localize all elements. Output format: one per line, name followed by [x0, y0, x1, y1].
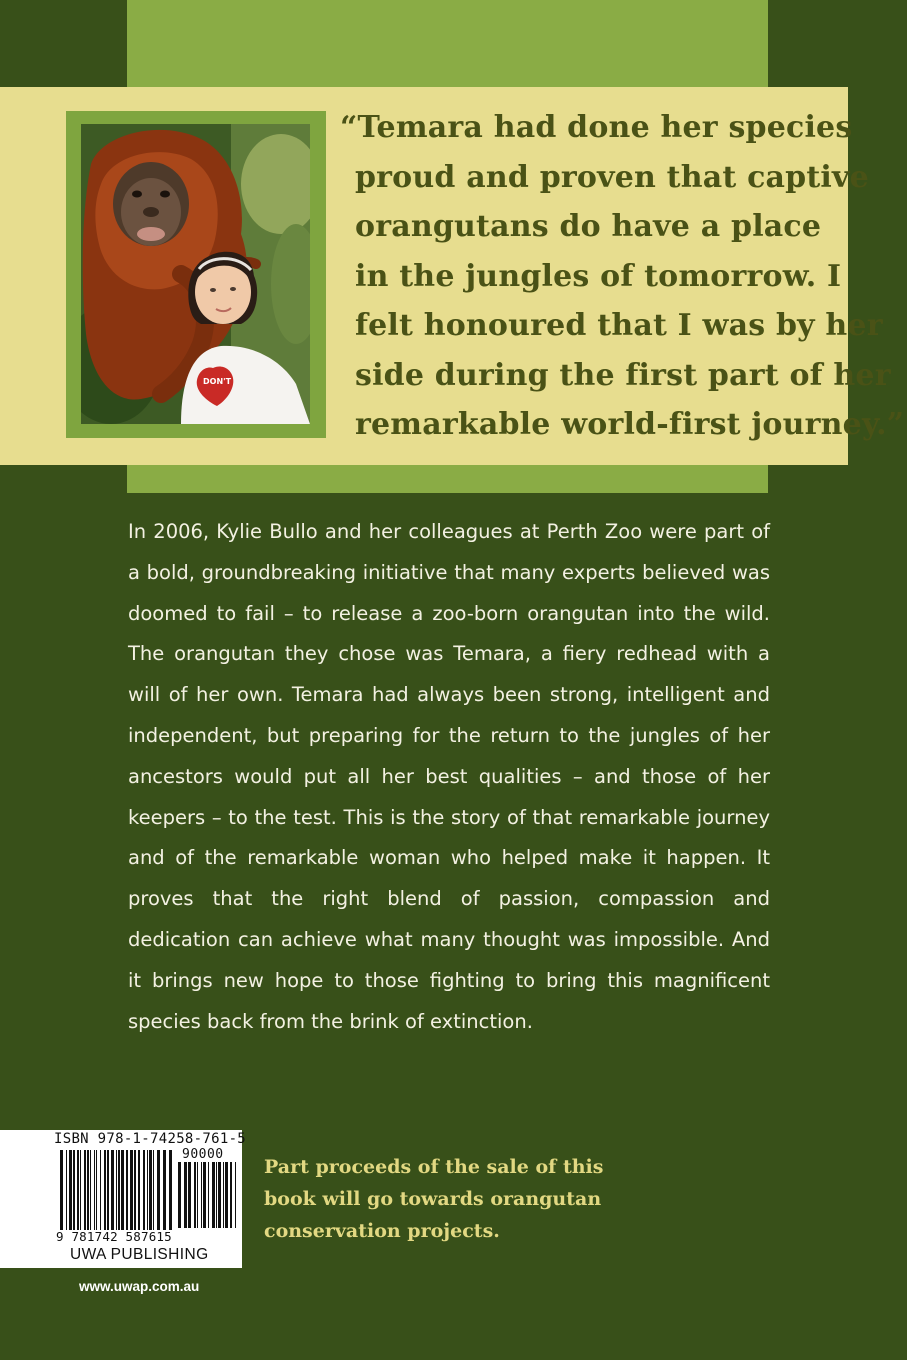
- barcode-bar: [208, 1162, 209, 1228]
- barcode-bar: [73, 1150, 75, 1230]
- proceeds-line: book will go towards orangutan: [264, 1188, 602, 1210]
- barcode-bar: [223, 1162, 224, 1228]
- barcode-bar: [169, 1150, 172, 1230]
- quote-line: orangutans do have a place: [355, 209, 822, 244]
- barcode-bar: [90, 1150, 91, 1230]
- barcode-bar: [138, 1150, 140, 1230]
- barcode-bar: [147, 1150, 148, 1230]
- quote-line: felt honoured that I was by her: [355, 308, 883, 343]
- barcode-bar: [218, 1162, 221, 1228]
- barcode-addon-bars: [178, 1162, 238, 1228]
- barcode-bar: [100, 1150, 101, 1230]
- barcode-bar: [111, 1150, 114, 1230]
- barcode-bar: [116, 1150, 117, 1230]
- barcode-bar: [157, 1150, 160, 1230]
- quote-line: side during the first part of her: [355, 357, 891, 393]
- barcode-bar: [178, 1162, 181, 1228]
- barcode-bar: [60, 1150, 63, 1230]
- barcode-bars: [60, 1150, 172, 1230]
- barcode-bar: [197, 1162, 198, 1228]
- proceeds-note: [264, 1151, 624, 1247]
- barcode-bar: [104, 1150, 106, 1230]
- barcode-bar: [153, 1150, 154, 1230]
- barcode-digits: 9 781742 587615: [56, 1229, 172, 1244]
- barcode-bar: [96, 1150, 97, 1230]
- orangutan-photo: [81, 124, 310, 424]
- barcode-bar: [212, 1162, 215, 1228]
- barcode-bar: [77, 1150, 79, 1230]
- quote-line: proud and proven that captive: [355, 159, 869, 195]
- isbn-label: ISBN 978-1-74258-761-5: [54, 1131, 247, 1147]
- barcode-bar: [126, 1150, 128, 1230]
- t-shirt-text: DON'T: [203, 377, 232, 386]
- quote-line: “Temara had done her species: [340, 110, 853, 145]
- proceeds-line: Part proceeds of the sale of this: [264, 1156, 604, 1178]
- barcode-bar: [134, 1150, 136, 1230]
- barcode-bar: [201, 1162, 202, 1228]
- barcode-bar: [194, 1162, 196, 1228]
- orangutan-photo-illustration: [81, 124, 310, 424]
- barcode-bar: [87, 1150, 89, 1230]
- barcode-bar: [84, 1150, 86, 1230]
- barcode-bar: [230, 1162, 232, 1228]
- barcode-bar: [66, 1150, 67, 1230]
- quote-line: remarkable world-first journey.”: [355, 407, 905, 442]
- publisher-website: www.uwap.com.au: [79, 1279, 200, 1294]
- barcode-bar: [69, 1150, 72, 1230]
- barcode-bar: [216, 1162, 217, 1228]
- barcode-bar: [184, 1162, 187, 1228]
- barcode-bar: [107, 1150, 109, 1230]
- barcode-bar: [130, 1150, 133, 1230]
- barcode-bar: [118, 1150, 120, 1230]
- book-blurb: In 2006, Kylie Bullo and her colleagues at Perth Zoo were part of a bold, groundbreaking initiative that many experts believed was doomed to fail – to release a zoo-born orangutan into the wild. The orangutan they chose was Temara, a fiery redhead with a will of her own. Temara had always been strong, intelligent and independent, but preparing for the return to the jungles of her ancestors would put all her best qualities – and those of her keepers – to the test. This is the story of that remarkable journey and of the remarkable woman who helped make it happen. It proves that the right blend of passion, compassion and dedication can achieve what many thought was impossible. And it brings new hope to those fighting to bring this magnificent species back from the brink of extinction.: [128, 520, 770, 1033]
- barcode-bar: [235, 1162, 236, 1228]
- barcode-addon-label: 90000: [182, 1147, 224, 1162]
- quote-line: in the jungles of tomorrow. I: [355, 258, 842, 294]
- proceeds-line: conservation projects.: [264, 1220, 500, 1242]
- pull-quote: [340, 103, 905, 450]
- barcode-bar: [80, 1150, 81, 1230]
- barcode-bar: [149, 1150, 152, 1230]
- barcode-bar: [121, 1150, 124, 1230]
- barcode-bar: [203, 1162, 206, 1228]
- barcode-bar: [163, 1150, 166, 1230]
- barcode-bar: [225, 1162, 228, 1228]
- barcode-bar: [143, 1150, 145, 1230]
- barcode-bar: [188, 1162, 191, 1228]
- barcode-bar: [94, 1150, 95, 1230]
- publisher-name: UWA PUBLISHING: [70, 1246, 209, 1263]
